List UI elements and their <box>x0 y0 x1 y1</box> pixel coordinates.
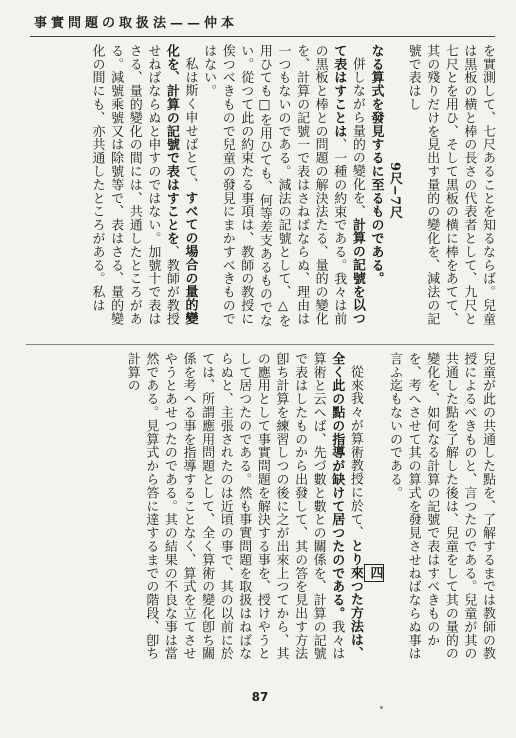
paragraph <box>199 44 366 336</box>
emphasized-sentence: なる算式を發見するに至るものである。 <box>368 44 384 286</box>
running-header: 事實問題の取扱法——仲本 <box>34 16 239 31</box>
text-column-top <box>18 44 496 336</box>
text-run: 併しながら量的の變化を、 <box>349 57 365 218</box>
text-run: 、教師が教授せねばならぬと申すのではない。加號十で表はさる、量的變化の間には、共通したところがある。減號乘號又は除號等で、表はさる、量的變化の間にも、亦共通したところがある。私は <box>89 44 179 326</box>
emphasized-text: すべての場合の量的變化を、計算の記號で表はすことを <box>163 44 198 325</box>
paragraph: 兒童が此の共通した點を、了解するまでは教師の教授によるべきものと、言つたのである。兒童が其の共通した點を了解した後は、兒童をして其の量的の變化を、如何なる計算の記號で表はすべきものかを、考へさせて其の算式を發見させねばならぬ事は言ふ迄もないのである。 <box>387 352 495 661</box>
paragraph <box>122 352 364 664</box>
header-rule <box>30 36 495 37</box>
emphasized-text: 計算の記號を以つて表はすことは <box>331 44 365 326</box>
paragraph: を實測して、七尺あることを知るならば。兒童は黒板の横と棒の長さの代表者として、九尺と七尺とを用ひ、そして黒板の横に棒をあてて、其の殘りだけを見出す量的の變化を、減法の記號で表はし <box>405 44 495 326</box>
text-column-bottom <box>18 352 496 664</box>
section-number-box: 四 <box>364 564 385 581</box>
page-number: 87 <box>251 690 269 704</box>
paragraph <box>87 44 199 336</box>
text-run: 私は斯く申せばとて、 <box>182 57 198 191</box>
text-run: 、一種の約束である。我々は前の黒板と棒との問題の解決法たる、量的の變化を、計算の記號一で表はさねばならぬ、理由は一つもないのである。減法の記號として、△を用ひても□を用ひても、何等差支あるものでない。從つて此の約束たる事項は、教師の教授に俟つべきもので兒童の發見にまかすべきものではない。 <box>201 44 347 328</box>
text-run: 從來我々が算術教授に於て、 <box>347 365 363 540</box>
emphasized-text: とり來つた方法は、全く此の點の指導が缺けて居つたのである。 <box>329 352 363 660</box>
section-number <box>364 358 385 658</box>
column-divider <box>26 344 494 345</box>
formula-line: 9尺−7尺 <box>387 161 403 219</box>
print-speck <box>380 706 383 709</box>
text-run: 我々は算術と云へば、先づ數と數との關係を、計算の記號で表はしたものから出發して、其の答を見出す方法卽ち計算を練習しつの後に之が出來上つてから、其の應用として事實問題を解決する事を、授けやうとして居つたのである。然も事實問題を取扱はねばならぬと、主張されたのは近頃の事で、其の以前に於ては、所謂應用問題として、全く算術の變化卽ち關係を考へる事を指導することなく、算式を立てさせやうとあせつたのである。其の結果の不良な事は當然である。見算式から答に達するまでの階段、卽ち計算の <box>124 352 345 661</box>
